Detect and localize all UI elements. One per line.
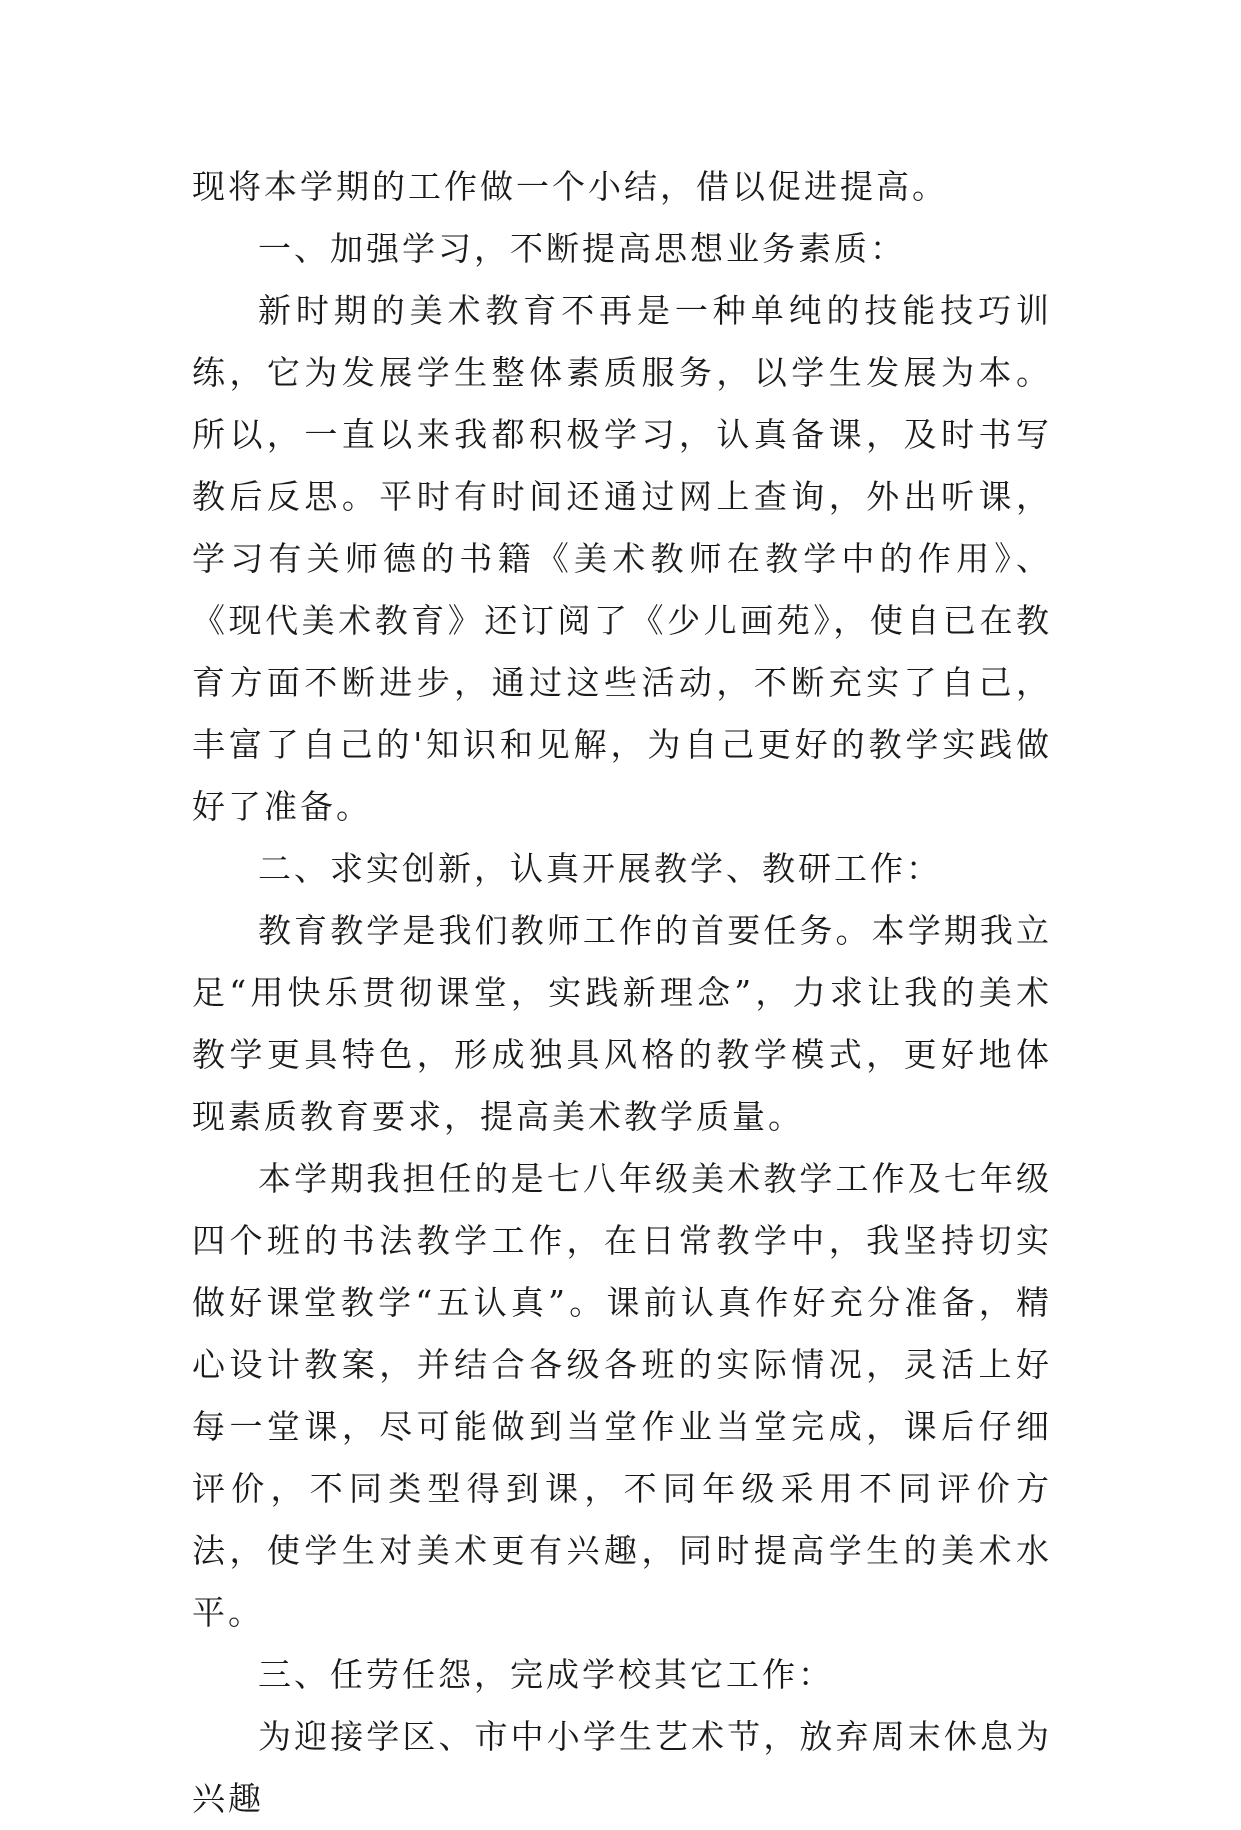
paragraph-section-2-body-a: 教育教学是我们教师工作的首要任务。本学期我立足“用快乐贯彻课堂，实践新理念”，力求让我的美术教学更具特色，形成独具风格的教学模式，更好地体现素质教育要求，提高美术教学质量。 — [192, 911, 1052, 1136]
heading-section-1: 一、加强学习，不断提高思想业务素质： — [258, 229, 906, 268]
paragraph-section-2-body-b: 本学期我担任的是七八年级美术教学工作及七年级四个班的书法教学工作，在日常教学中，我坚持切实做好课堂教学“五认真”。课前认真作好充分准备，精心设计教案，并结合各级各班的实际情况，灵活上好每一堂课，尽可能做到当堂作业当堂完成，课后仔细评价，不同类型得到课，不同年级采用不同评价方法，使学生对美术更有兴趣，同时提高学生的美术水平。 — [192, 1159, 1052, 1632]
paragraph-section-1-body: 新时期的美术教育不再是一种单纯的技能技巧训练，它为发展学生整体素质服务，以学生发展为本。所以，一直以来我都积极学习，认真备课，及时书写教后反思。平时有时间还通过网上查询，外出听课，学习有关师德的书籍《美术教师在教学中的作用》、《现代美术教育》还订阅了《少儿画苑》，使自已在教育方面不断进步，通过这些活动，不断充实了自己，丰富了自己的'知识和见解，为自己更好的教学实践做好了准备。 — [192, 291, 1052, 826]
paragraph-summary-intro: 现将本学期的工作做一个小结，借以促进提高。 — [192, 167, 948, 206]
document-body — [192, 156, 1052, 1830]
heading-section-3: 三、任劳任怨，完成学校其它工作： — [258, 1655, 834, 1694]
paragraph-section-3-body: 为迎接学区、市中小学生艺术节，放弃周末休息为兴趣 — [192, 1717, 1052, 1818]
heading-section-2: 二、求实创新，认真开展教学、教研工作： — [258, 849, 942, 888]
